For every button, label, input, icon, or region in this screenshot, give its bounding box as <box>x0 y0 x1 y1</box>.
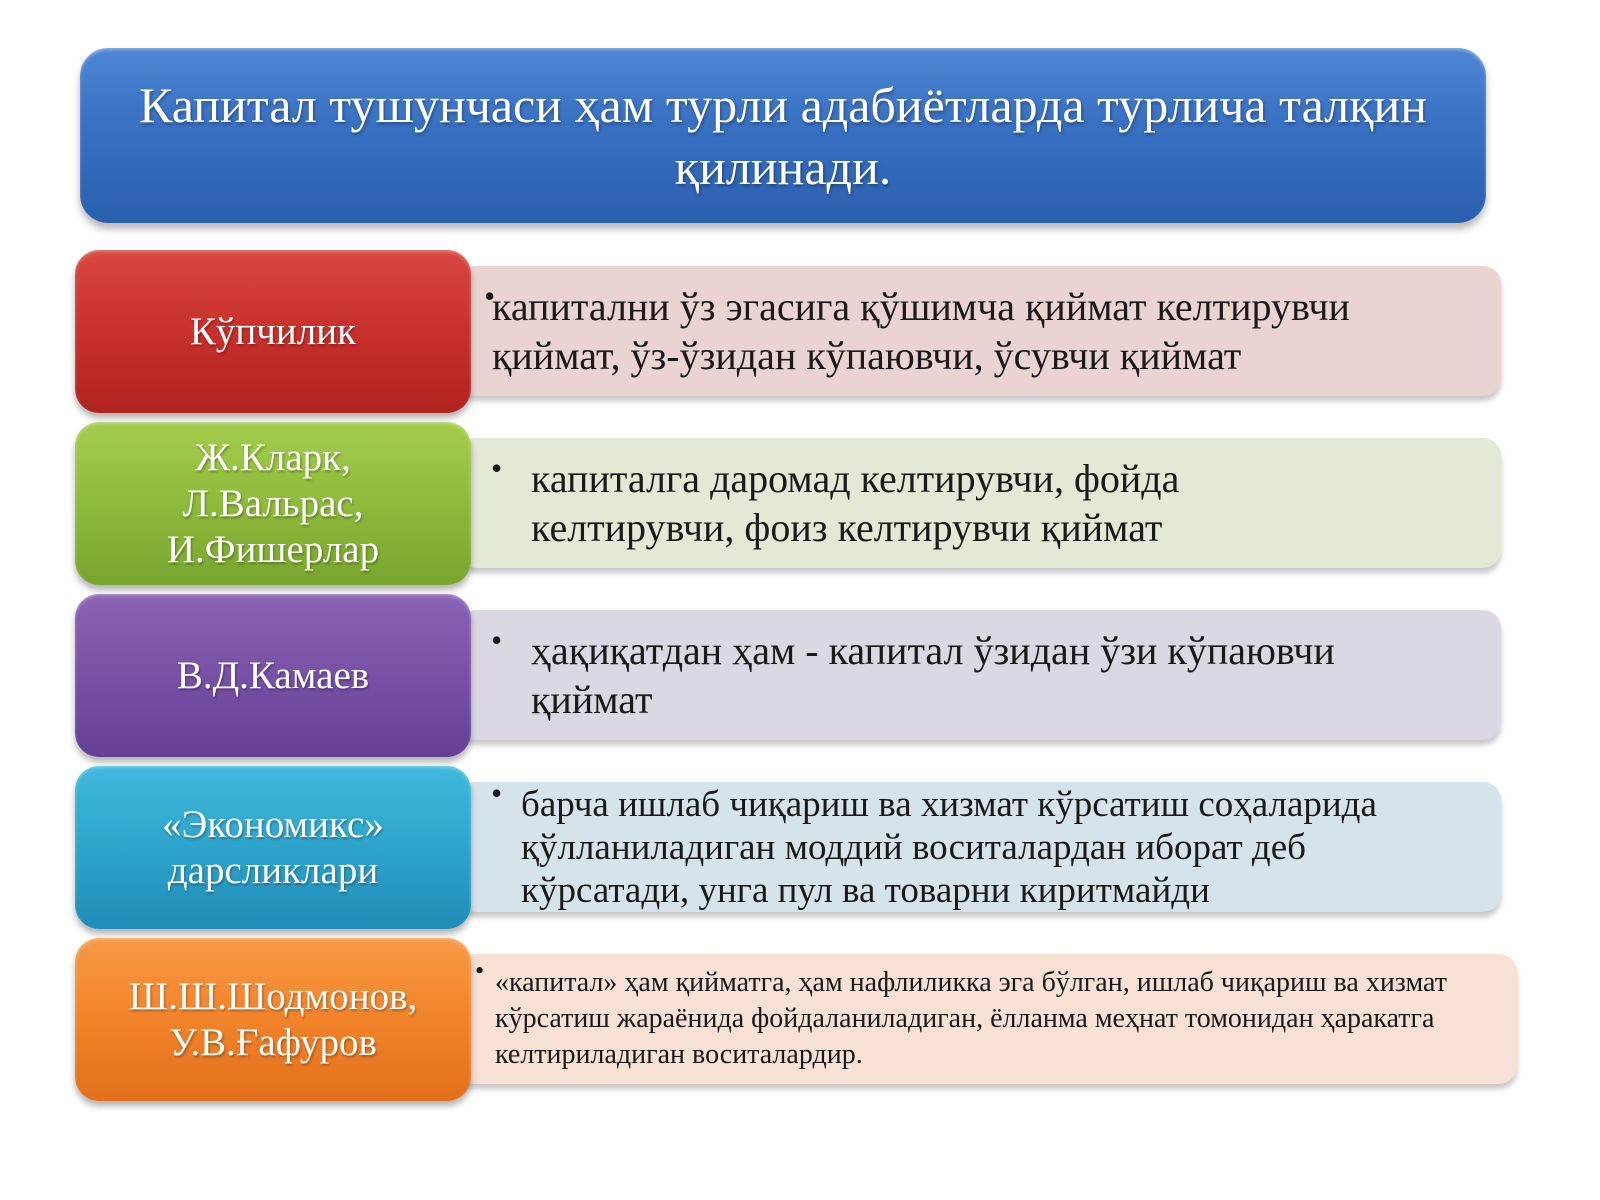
definition-box <box>458 438 1501 568</box>
source-label-box <box>75 250 471 413</box>
definition-row-clark-walras-fisher <box>0 422 1600 592</box>
bullet-dot: • <box>491 450 503 486</box>
source-label: Ж.Кларк, Л.Вальрас, И.Фишерлар <box>166 435 380 571</box>
bullet-dot: • <box>484 278 496 314</box>
definition-text: ҳақиқатдан ҳам - капитал ўзидан ўзи кўпаювчи қиймат <box>531 628 1335 722</box>
bullet-dot: • <box>475 956 485 985</box>
definition-text: капитални ўз эгасига қўшимча қиймат келтирувчи қиймат, ўз-ўзидан кўпаювчи, ўсувчи қиймат <box>492 284 1350 378</box>
definition-text: капиталга даромад келтирувчи, фойда келтирувчи, фоиз келтирувчи қиймат <box>531 456 1180 550</box>
bullet-dot: • <box>491 622 503 658</box>
definition-box <box>455 954 1517 1084</box>
definition-row-shodmonov-gafurov <box>0 938 1600 1108</box>
source-label: В.Д.Камаев <box>176 653 370 697</box>
definition-row-economics-textbooks <box>0 766 1600 936</box>
source-label-box <box>75 766 471 929</box>
definition-text: «капитал» ҳам қийматга, ҳам нафлиликка эга бўлган, ишлаб чиқариш ва хизмат кўрсатиш жараёнида фойдаланиладиган, ёлланма меҳнат томонидан ҳаракатга келтириладиган воситалардир. <box>495 967 1447 1070</box>
source-label: Ш.Ш.Шодмонов, У.В.Ғафуров <box>128 974 418 1064</box>
definition-box <box>458 774 1501 912</box>
definition-box <box>458 610 1501 740</box>
definition-row-majority <box>0 250 1600 420</box>
source-label-box <box>75 594 471 757</box>
source-label-box <box>75 422 471 585</box>
source-label-box <box>75 938 471 1101</box>
source-label: Кўпчилик <box>189 309 357 353</box>
source-label: «Экономикс» дарсликлари <box>162 802 384 892</box>
definition-text: барча ишлаб чиқариш ва хизмат кўрсатиш соҳаларида қўлланиладиган моддий воситалардан иборат деб кўрсатади, унга пул ва товарни киритмайди <box>521 783 1377 911</box>
definition-box <box>458 266 1501 396</box>
bullet-dot: • <box>491 774 503 811</box>
definition-row-kamaev <box>0 594 1600 764</box>
title-banner <box>80 48 1486 223</box>
page-title: Капитал тушунчаси ҳам турли адабиётларда турлича талқин қилинади. <box>139 76 1427 195</box>
